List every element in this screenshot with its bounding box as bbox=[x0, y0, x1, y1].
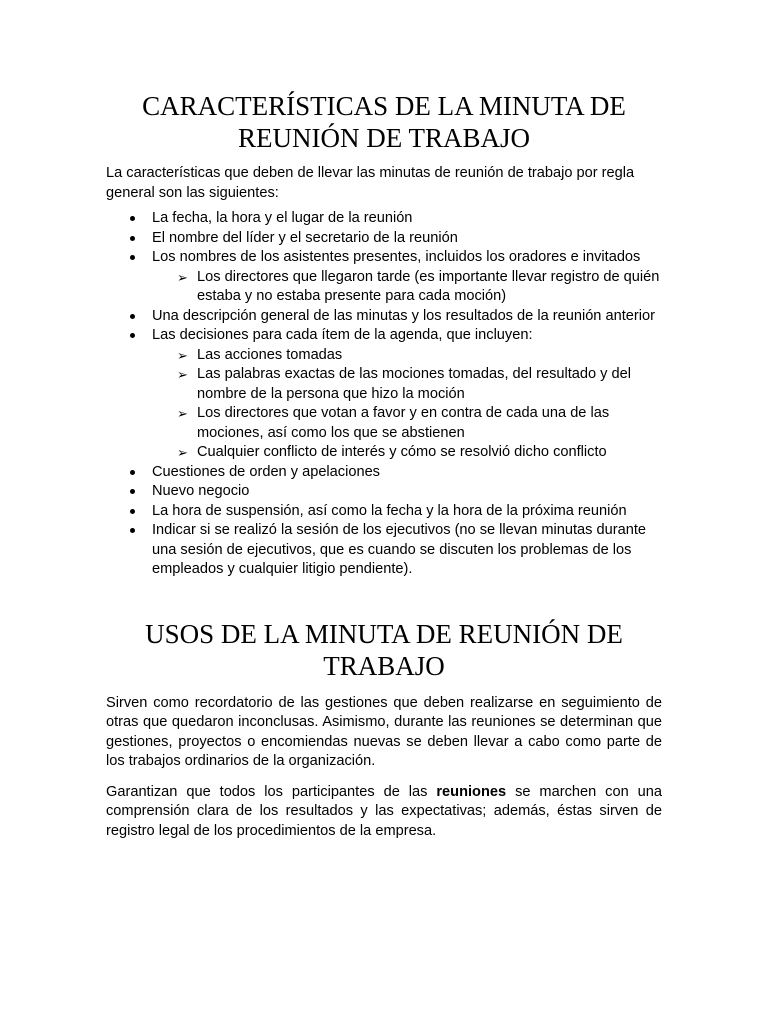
arrow-bullet-icon: ➢ bbox=[177, 347, 188, 363]
characteristics-list bbox=[106, 209, 662, 580]
sub-list-item bbox=[152, 443, 662, 463]
intro-paragraph: La características que deben de llevar las minutas de reunión de trabajo por regla general son las siguientes: bbox=[106, 165, 635, 201]
bullet-icon bbox=[130, 314, 135, 319]
arrow-bullet-icon: ➢ bbox=[177, 406, 188, 421]
arrow-bullet-icon: ➢ bbox=[177, 367, 188, 382]
paragraph-text: se marchen con una comprensión clara de los resultados y las expectativas; además, éstas sirven de registro legal de los procedimientos de la empresa. bbox=[106, 783, 662, 839]
section-title-caracteristicas: CARACTERÍSTICAS DE LA MINUTA DE REUNIÓN DE TRABAJO bbox=[142, 91, 626, 153]
sub-list-item-text: Las acciones tomadas bbox=[197, 346, 343, 363]
section-title-usos: USOS DE LA MINUTA DE REUNIÓN DE TRABAJO bbox=[145, 618, 623, 681]
sub-list-item bbox=[152, 346, 662, 366]
sub-list-item-text: Los directores que votan a favor y en contra de cada una de las mociones, así como los que se abstienen bbox=[197, 405, 610, 441]
bold-keyword: reuniones bbox=[436, 783, 507, 800]
list-item bbox=[106, 307, 662, 327]
list-item bbox=[106, 209, 662, 229]
attendees-sublist bbox=[152, 268, 662, 307]
list-item bbox=[106, 229, 662, 249]
sub-list-item bbox=[152, 268, 662, 307]
arrow-bullet-icon: ➢ bbox=[177, 445, 188, 460]
list-item-text: Una descripción general de las minutas y los resultados de la reunión anterior bbox=[152, 307, 655, 324]
sub-list-item-text: Las palabras exactas de las mociones tomadas, del resultado y del nombre de la persona que hizo la moción bbox=[197, 366, 632, 402]
sub-list-item-text: Los directores que llegaron tarde (es importante llevar registro de quién estaba y no estaba presente para cada moción) bbox=[197, 268, 660, 304]
sub-list-item bbox=[152, 365, 662, 404]
list-item-text: Cuestiones de orden y apelaciones bbox=[152, 463, 380, 480]
list-item bbox=[106, 482, 662, 502]
sub-list-item bbox=[152, 404, 662, 443]
list-item-text: Los nombres de los asistentes presentes, incluidos los oradores e invitados bbox=[152, 249, 641, 265]
list-item bbox=[106, 502, 662, 522]
list-item-text: Nuevo negocio bbox=[152, 483, 250, 499]
bullet-icon bbox=[130, 216, 135, 221]
paragraph-text: Garantizan que todos los participantes de las bbox=[106, 783, 437, 800]
list-item-text: Las decisiones para cada ítem de la agenda, que incluyen: bbox=[152, 327, 533, 343]
list-item-text: Indicar si se realizó la sesión de los ejecutivos (no se llevan minutas durante una sesión de ejecutivos, que es cuando se discuten los problemas de los empleados y cualquier litigio pendiente). bbox=[152, 522, 647, 577]
list-item-text: El nombre del líder y el secretario de la reunión bbox=[152, 229, 458, 246]
usos-paragraph-2 bbox=[106, 783, 662, 842]
bullet-icon bbox=[130, 255, 135, 260]
sub-list-item-text: Cualquier conflicto de interés y cómo se resolvió dicho conflicto bbox=[197, 444, 607, 460]
list-item-text: La fecha, la hora y el lugar de la reunión bbox=[152, 210, 413, 226]
bullet-icon bbox=[130, 236, 135, 241]
usos-paragraph-1: Sirven como recordatorio de las gestiones que deben realizarse en seguimiento de otras que quedaron inconclusas. Asimismo, durante las reuniones se determinan que gestiones, proyectos o encomiendas nuevas se deben llevar a cabo como parte de los trabajos ordinarios de la organización. bbox=[106, 694, 662, 769]
bullet-icon bbox=[130, 489, 135, 494]
list-item bbox=[106, 521, 662, 580]
arrow-bullet-icon: ➢ bbox=[177, 269, 188, 285]
list-item bbox=[106, 248, 662, 307]
list-item-text: La hora de suspensión, así como la fecha y la hora de la próxima reunión bbox=[152, 502, 627, 519]
bullet-icon bbox=[130, 333, 135, 338]
bullet-icon bbox=[130, 470, 135, 475]
decisions-sublist bbox=[152, 346, 662, 463]
list-item bbox=[106, 326, 662, 463]
bullet-icon bbox=[130, 528, 135, 533]
list-item bbox=[106, 463, 662, 483]
bullet-icon bbox=[130, 509, 135, 514]
